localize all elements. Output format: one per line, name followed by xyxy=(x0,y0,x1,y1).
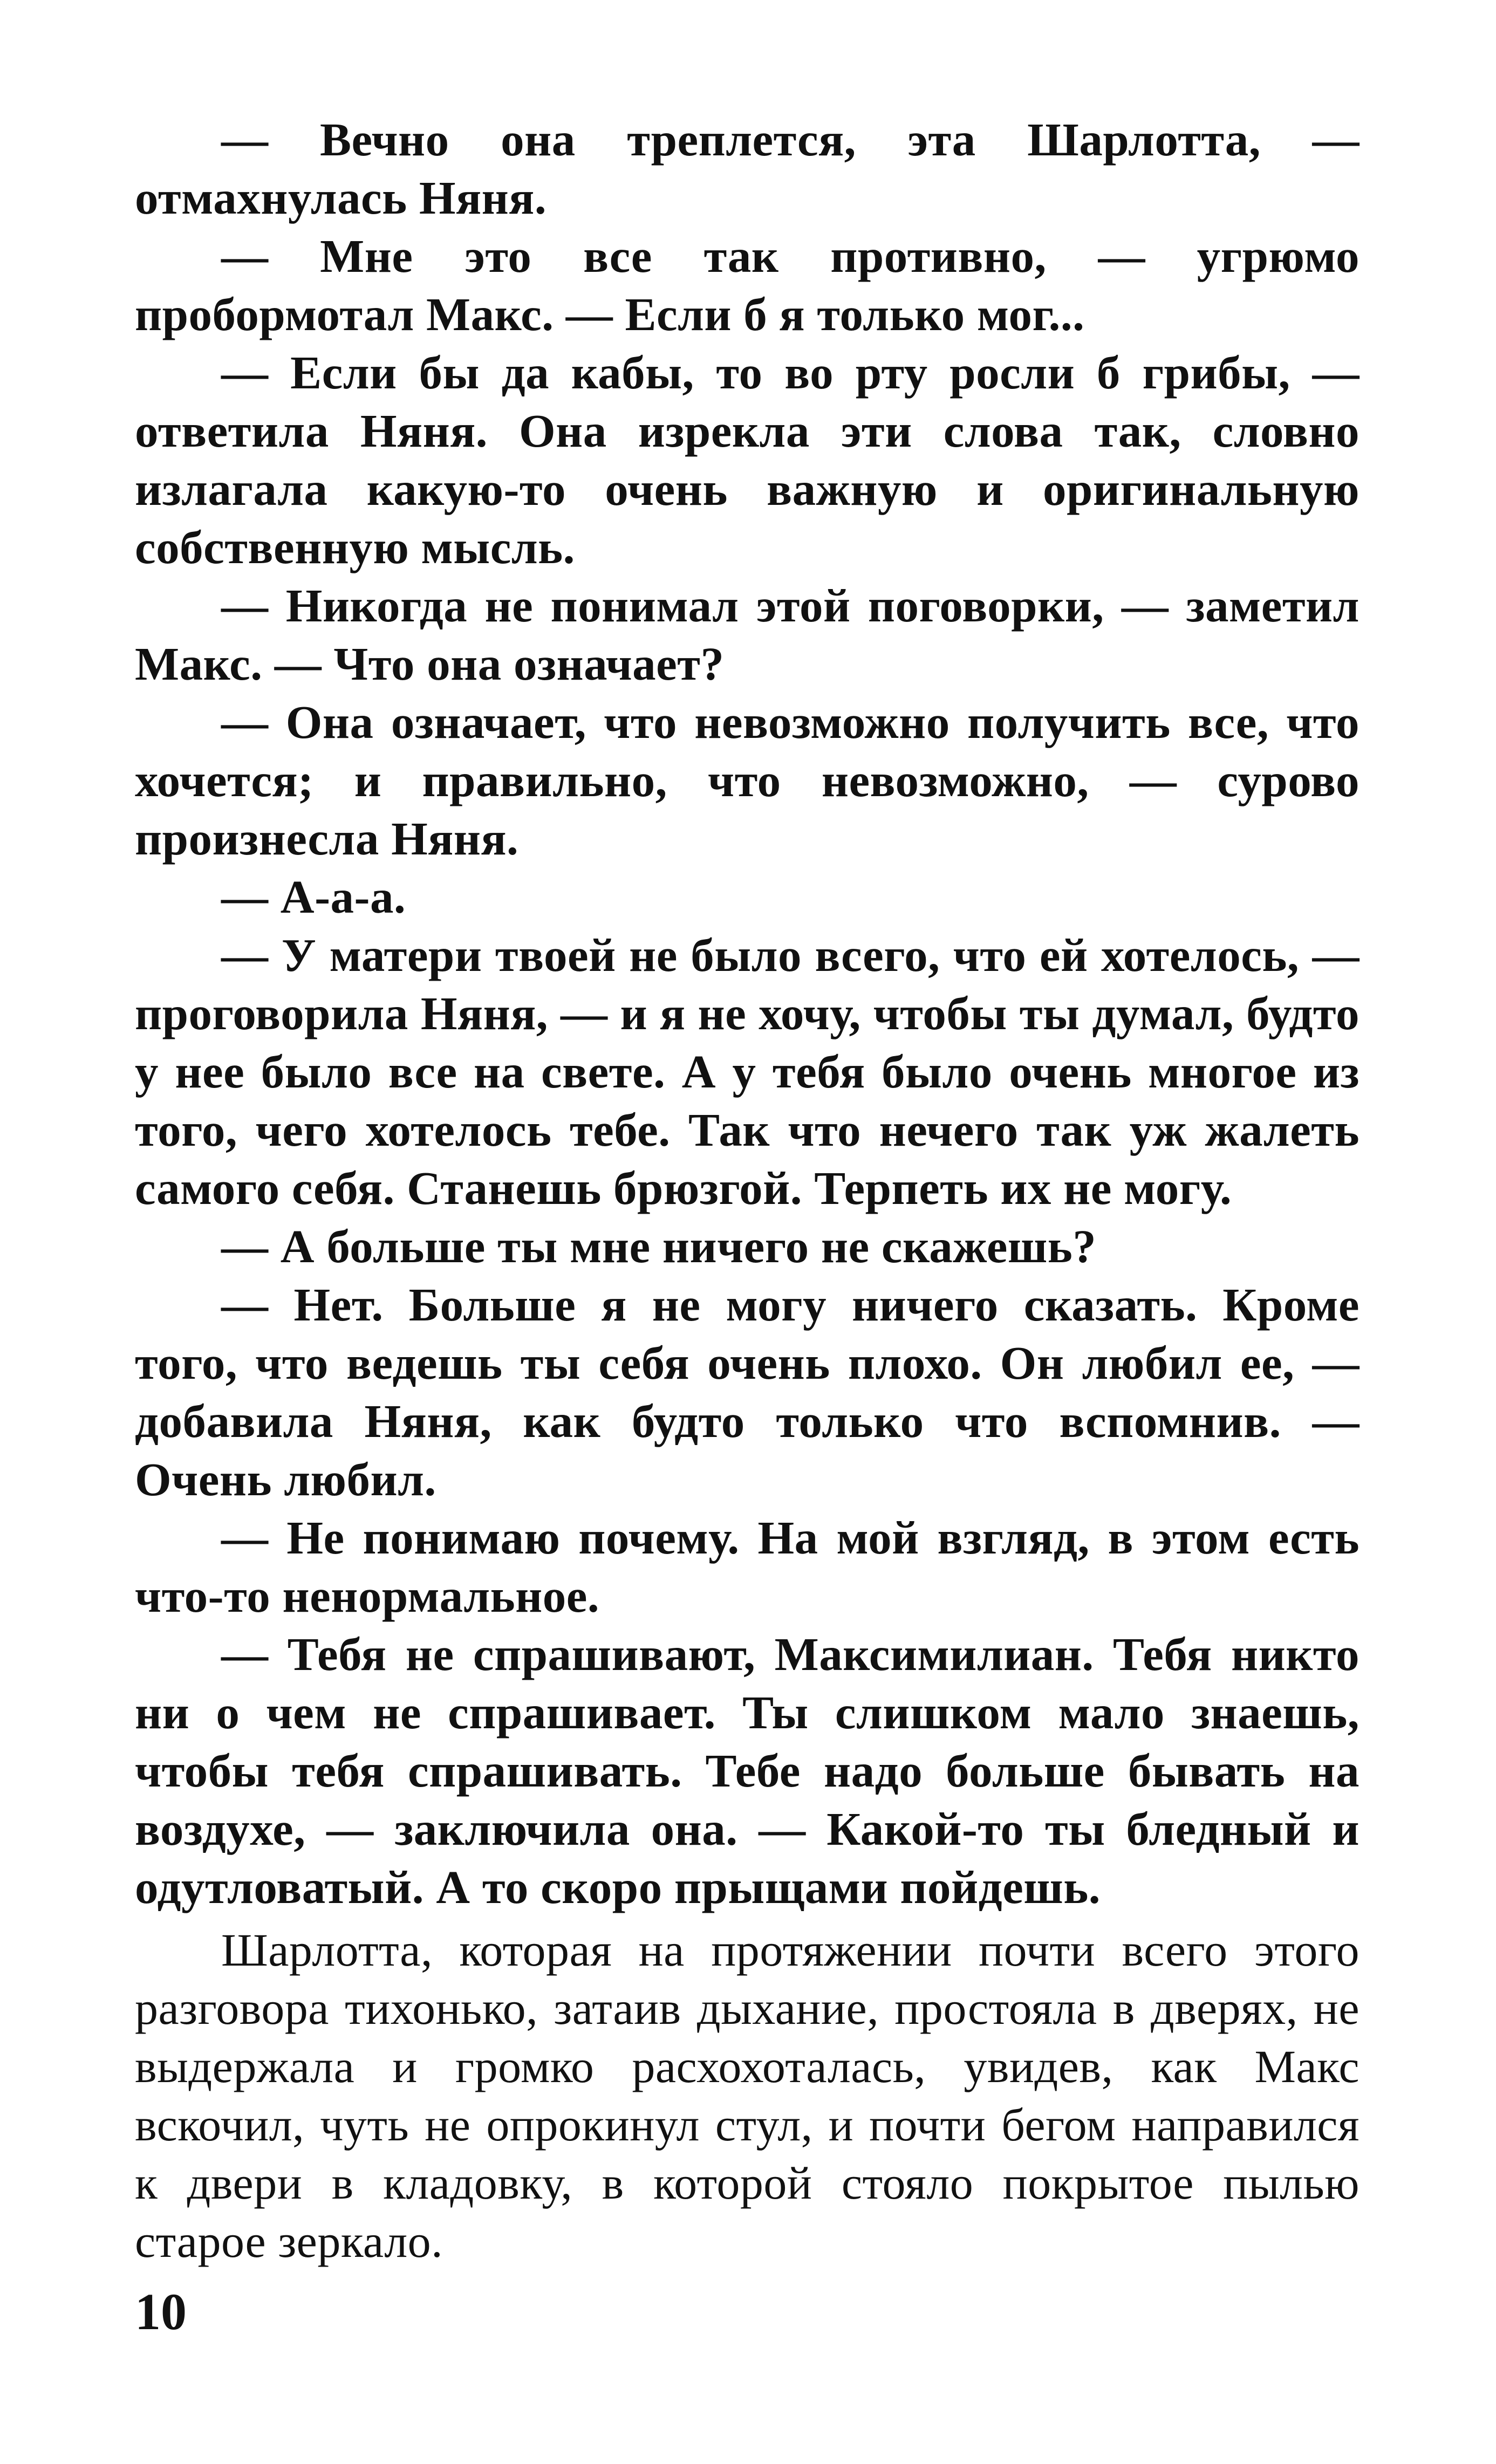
paragraph-8: — А больше ты мне ничего не скажешь? xyxy=(221,1220,1097,1272)
paragraph-4: — Никогда не понимал этой поговорки, — заметил Макс. — Что она означает? xyxy=(135,579,1360,690)
paragraph-12: Шарлотта, которая на протяжении почти всего этого разговора тихонько, затаив дыхание, простояла в дверях, не выдержала и громко расхохоталась, увидев, как Макс вскочил, чуть не опрокинул стул, и почти бегом направился к двери в кладовку, в которой стояло покрытое пылью старое зеркало. xyxy=(135,1924,1360,2267)
page-number: 10 xyxy=(135,2283,187,2340)
paragraph-10: — Не понимаю почему. На мой взгляд, в этом есть что-то ненормальное. xyxy=(135,1511,1360,1622)
paragraph-11: — Тебя не спрашивают, Максимилиан. Тебя никто ни о чем не спрашивает. Ты слишком мало знаешь, чтобы тебя спрашивать. Тебе надо больше бывать на воздухе, — заключила она. — Какой-то ты бледный и одутловатый. А то скоро прыщами пойдешь. xyxy=(135,1628,1360,1913)
paragraph-6: — А-а-а. xyxy=(221,871,406,923)
paragraph-7: — У матери твоей не было всего, что ей хотелось, — проговорила Няня, — и я не хочу, чтобы ты думал, будто у нее было все на свете. А у тебя было очень многое из того, чего хотелось тебе. Так что нечего так уж жалеть самого себя. Станешь брюзгой. Терпеть их не могу. xyxy=(135,929,1360,1214)
paragraph-9: — Нет. Больше я не могу ничего сказать. Кроме того, что ведешь ты себя очень плохо. Он любил ее, — добавила Няня, как будто только что вспомнив. — Очень любил. xyxy=(135,1278,1360,1505)
paragraph-2: — Мне это все так противно, — угрюмо пробормотал Макс. — Если б я только мог... xyxy=(135,230,1360,340)
paragraph-1: — Вечно она треплется, эта Шарлотта, — отмахнулась Няня. xyxy=(135,113,1360,224)
page-text xyxy=(135,111,1360,2270)
paragraph-3: — Если бы да кабы, то во рту росли б грибы, — ответила Няня. Она изрекла эти слова так, словно излагала какую-то очень важную и оригинальную собственную мысль. xyxy=(135,346,1360,573)
paragraph-5: — Она означает, что невозможно получить все, что хочется; и правильно, что невозможно, — сурово произнесла Няня. xyxy=(135,696,1360,865)
